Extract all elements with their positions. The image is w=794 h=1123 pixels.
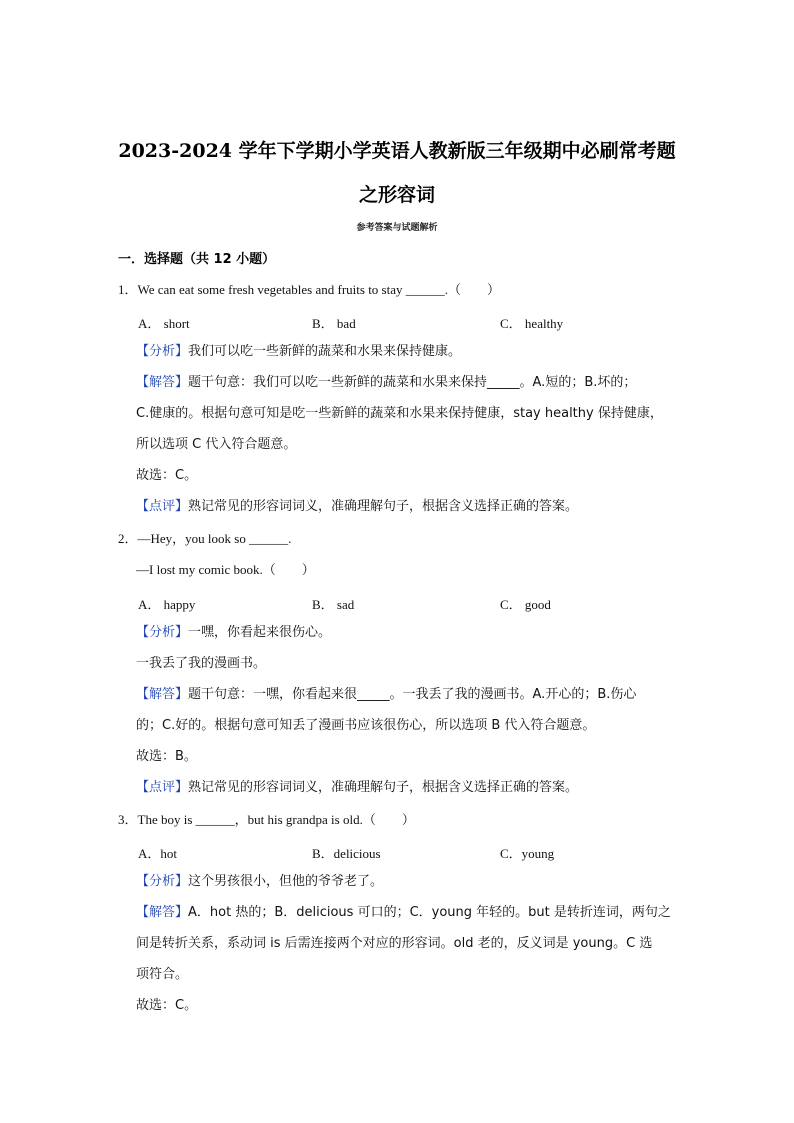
- analysis-tag: 【分析】: [136, 874, 189, 889]
- analysis-text: 我们可以吃一些新鲜的蔬菜和水果来保持健康。: [188, 344, 462, 359]
- question-2-stem-line2: —I lost my comic book.（ ）: [136, 562, 315, 577]
- answer-tag: 【解答】: [136, 375, 189, 390]
- comment-text: 熟记常见的形容词词义，准确理解句子，根据含义选择正确的答案。: [188, 499, 579, 514]
- comment-tag: 【点评】: [136, 499, 189, 514]
- question-2-option-a: A． happy: [138, 597, 196, 612]
- question-3-result: 故选：C。: [136, 998, 198, 1013]
- question-3-answer-line2: 间是转折关系，系动词 is 后需连接两个对应的形容词。old 老的，反义词是 young。C 选: [136, 936, 653, 951]
- question-2-answer-line1: [136, 687, 636, 703]
- document-subtitle: 参考答案与试题解析: [356, 223, 438, 233]
- question-1-answer-line3: 所以选项 C 代入符合题意。: [136, 437, 297, 452]
- analysis-text: 一嘿，你看起来很伤心。: [188, 625, 332, 640]
- answer-tag: 【解答】: [136, 905, 189, 920]
- answer-text: 题干句意：一嘿，你看起来很_____。一我丢了我的漫画书。A.开心的；B.伤心: [188, 687, 637, 702]
- answer-text: A．hot 热的；B．delicious 可口的；C．young 年轻的。but 是转折连词，两句之: [188, 905, 671, 920]
- question-3-option-c: C．young: [500, 846, 555, 861]
- question-2-answer-line2: 的；C.好的。根据句意可知丢了漫画书应该很伤心，所以选项 B 代入符合题意。: [136, 718, 596, 733]
- analysis-tag: 【分析】: [136, 344, 189, 359]
- question-3-answer-line1: [136, 905, 671, 921]
- question-2-option-b: B． sad: [312, 597, 355, 612]
- question-1-comment: [136, 499, 578, 515]
- question-1-option-a: A． short: [138, 316, 190, 331]
- question-1-answer-line1: [136, 375, 636, 391]
- question-2-analysis: [136, 625, 331, 641]
- analysis-text: 这个男孩很小，但他的爷爷老了。: [188, 874, 384, 889]
- question-3-option-b: B．delicious: [312, 846, 381, 861]
- question-2-comment: [136, 780, 578, 796]
- analysis-tag: 【分析】: [136, 625, 189, 640]
- question-2-result: 故选：B。: [136, 749, 197, 764]
- question-2-option-c: C． good: [500, 597, 551, 612]
- comment-tag: 【点评】: [136, 780, 189, 795]
- document-title-line1: 2023-2024 学年下学期小学英语人教新版三年级期中必刷常考题: [118, 140, 676, 162]
- answer-text: 题干句意：我们可以吃一些新鲜的蔬菜和水果来保持_____。A.短的；B.坏的；: [188, 375, 637, 390]
- question-1-stem: 1．We can eat some fresh vegetables and fruits to stay ______.（ ）: [118, 282, 500, 297]
- question-2-analysis-line2: 一我丢了我的漫画书。: [136, 656, 267, 671]
- question-1-result: 故选：C。: [136, 468, 198, 483]
- question-1-option-c: C． healthy: [500, 316, 564, 331]
- answer-tag: 【解答】: [136, 687, 189, 702]
- question-3-stem: 3．The boy is ______，but his grandpa is old.（ ）: [118, 812, 415, 827]
- question-3-analysis: [136, 874, 383, 890]
- question-1-answer-line2: C.健康的。根据句意可知是吃一些新鲜的蔬菜和水果来保持健康，stay healthy 保持健康，: [136, 406, 663, 421]
- document-title-line2: 之形容词: [358, 184, 435, 206]
- question-3-option-a: A．hot: [138, 846, 178, 861]
- question-1-analysis: [136, 344, 461, 360]
- question-2-stem: 2．—Hey，you look so ______.: [118, 531, 292, 546]
- section-title: 一．选择题（共 12 小题）: [118, 252, 276, 267]
- comment-text: 熟记常见的形容词词义，准确理解句子，根据含义选择正确的答案。: [188, 780, 579, 795]
- question-3-answer-line3: 项符合。: [136, 967, 189, 982]
- question-1-option-b: B． bad: [312, 316, 356, 331]
